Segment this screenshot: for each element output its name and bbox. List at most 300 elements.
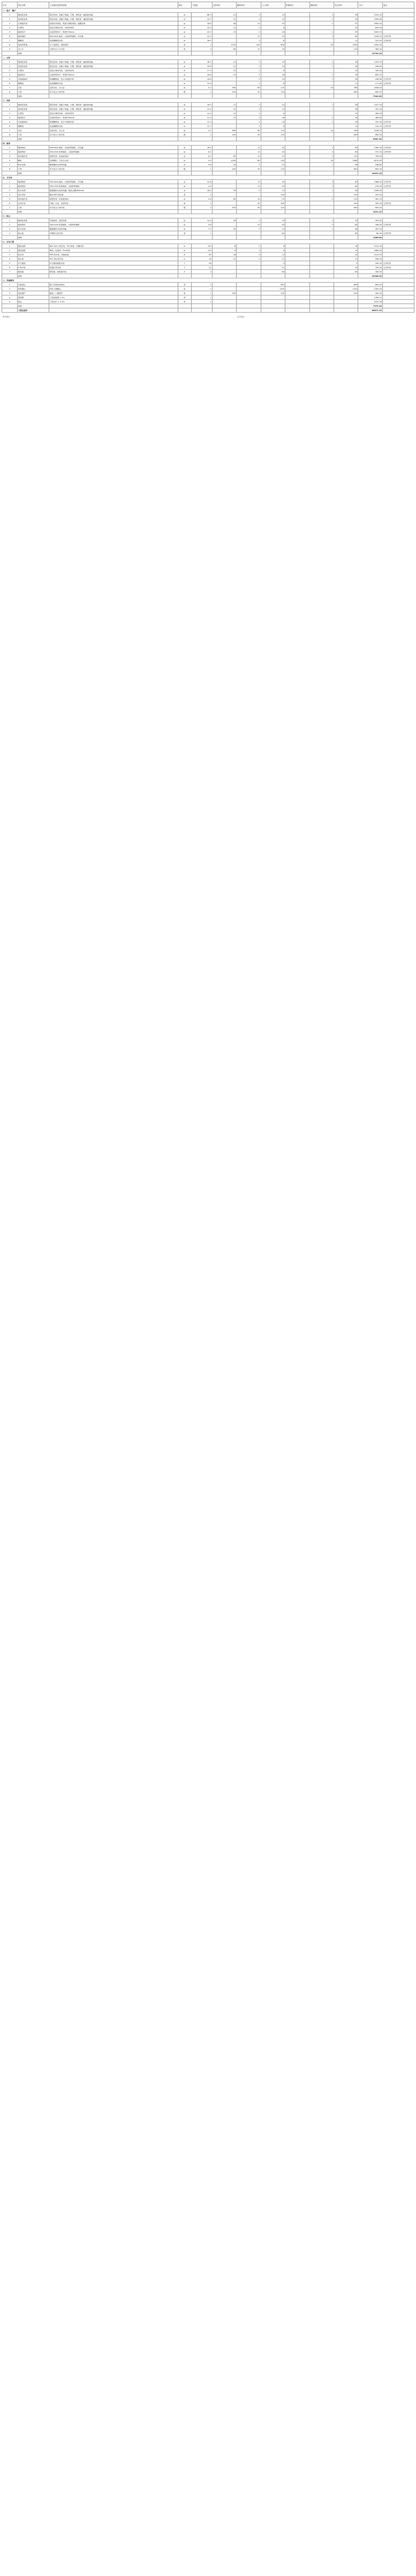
table-cell: 主材甲供 (382, 39, 414, 43)
table-cell: 墙面乳胶漆 (17, 13, 49, 17)
table-cell: 1368.00 (358, 180, 382, 184)
table-cell: 排水管 (17, 257, 49, 261)
table-cell: 34 (334, 253, 358, 257)
table-cell: 20 (261, 120, 285, 124)
table-cell: 500.00 (358, 291, 382, 296)
table-cell: 600.00 (358, 133, 382, 137)
table-cell (285, 81, 309, 86)
table-cell: 门套 (17, 90, 49, 94)
table-cell: 276.00 (358, 184, 382, 188)
table-cell: 5 (2, 120, 18, 124)
table-cell: 42.3 (191, 17, 212, 21)
table-cell: 32 (334, 218, 358, 223)
table-cell: 10 (261, 107, 285, 111)
table-cell: 主材甲供 (382, 124, 414, 128)
table-cell (382, 253, 414, 257)
table-cell (212, 171, 236, 176)
table-cell (2, 308, 18, 313)
table-cell: 120 (261, 86, 285, 90)
table-cell: ㎡ (178, 107, 191, 111)
table-cell (382, 13, 414, 17)
table-cell: 12 (237, 21, 261, 26)
table-cell: 10 (237, 197, 261, 201)
table-cell: m (178, 26, 191, 30)
table-cell (237, 308, 261, 313)
table-cell: 3198.00 (358, 128, 382, 133)
table-cell: 水泥砂浆找平，厚度约30mm (49, 73, 178, 77)
table-cell: 65 (191, 253, 212, 257)
table-cell: 100.00 (358, 193, 382, 197)
table-cell (49, 94, 178, 99)
table-cell: 372.00 (358, 150, 382, 154)
table-cell: ㎡ (178, 218, 191, 223)
table-cell (237, 270, 261, 274)
table-cell: 5 (237, 116, 261, 120)
table-cell: ㎡ (178, 86, 191, 90)
section-title-row (2, 240, 414, 244)
table-cell: 基层处理，刮腻子两遍，打磨，刷底漆一遍面漆两遍 (49, 64, 178, 69)
table-cell: 1649.70 (358, 30, 382, 34)
table-row (2, 133, 414, 137)
column-header: 辅材单价 (237, 2, 261, 9)
table-cell (285, 257, 309, 261)
table-cell: 6 (2, 124, 18, 128)
table-cell: 15 (261, 266, 285, 270)
table-cell: 小计 (17, 94, 49, 99)
table-cell: 80 (334, 231, 358, 236)
column-header: 综合单价 (334, 2, 358, 9)
table-cell: 1 (191, 193, 212, 197)
table-cell (285, 116, 309, 120)
table-cell: 1 (2, 13, 18, 17)
table-cell: 39 (334, 30, 358, 34)
table-cell (2, 171, 18, 176)
table-cell (382, 154, 414, 158)
table-cell: 1804.20 (358, 21, 382, 26)
column-header: 备注 (382, 2, 414, 9)
table-cell (285, 60, 309, 64)
table-cell: 1 (191, 167, 212, 171)
table-cell (212, 304, 236, 308)
table-cell: 12 (237, 34, 261, 39)
table-cell: 1 (309, 60, 334, 64)
table-cell: 26 (334, 17, 358, 21)
table-cell (309, 47, 334, 51)
table-cell: 5 (237, 120, 261, 124)
table-cell: 3 (2, 21, 18, 26)
table-cell (309, 39, 334, 43)
table-row (2, 180, 414, 184)
table-cell (382, 287, 414, 291)
table-cell: 31 (334, 257, 358, 261)
table-cell: 4.5 (191, 158, 212, 163)
table-cell: 1200.00 (358, 287, 382, 291)
table-cell: 50 (309, 43, 334, 47)
table-cell: 600 (334, 90, 358, 94)
table-cell: 160.00 (358, 270, 382, 274)
table-cell: 橱柜 (17, 158, 49, 163)
table-cell: ㎡ (178, 73, 191, 77)
table-cell (212, 283, 236, 287)
table-cell (285, 17, 309, 21)
table-cell: ㎡ (178, 163, 191, 167)
table-cell: 强电线路 (17, 244, 49, 248)
table-cell (309, 137, 334, 141)
table-cell (285, 77, 309, 81)
table-cell: 1 (309, 30, 334, 34)
table-cell: 60 (334, 150, 358, 154)
table-cell: 1 (309, 218, 334, 223)
table-cell: 材料搬运 (17, 287, 49, 291)
table-cell: 4.6 (191, 197, 212, 201)
table-cell (191, 308, 212, 313)
table-cell: 2 (2, 287, 18, 291)
section-title: 六、阳台 (2, 214, 414, 218)
table-cell: 12 (212, 17, 236, 21)
table-cell (382, 210, 414, 214)
table-row (2, 300, 414, 304)
table-cell: 1 (191, 231, 212, 236)
table-cell: 轻钢龙骨，铝扣板饰面 (49, 154, 178, 158)
table-cell: 项 (178, 287, 191, 291)
table-cell: 石膏线 (17, 69, 49, 73)
table-cell: 20 (334, 111, 358, 116)
table-row (2, 291, 414, 296)
table-cell: 轻钢龙骨，铝扣板饰面 (49, 197, 178, 201)
table-cell: 12 (237, 180, 261, 184)
table-cell (309, 248, 334, 253)
table-cell (309, 253, 334, 257)
table-cell (285, 43, 309, 47)
table-cell (285, 253, 309, 257)
table-cell (237, 51, 261, 56)
table-cell (212, 94, 236, 99)
table-cell: 铝扣板吊顶 (17, 154, 49, 158)
table-cell: 56 (334, 163, 358, 167)
table-cell: 1 (309, 64, 334, 69)
table-cell: 套 (178, 201, 191, 206)
table-cell (309, 26, 334, 30)
table-cell: ㎡ (178, 13, 191, 17)
table-cell: 500 (334, 291, 358, 296)
table-row (2, 218, 414, 223)
table-cell (382, 107, 414, 111)
table-cell: 1 (309, 73, 334, 77)
table-cell: 项 (178, 193, 191, 197)
table-row (2, 296, 414, 300)
table-cell (285, 266, 309, 270)
table-row (2, 231, 414, 236)
table-cell: 主材甲供 (382, 150, 414, 154)
table-row (2, 158, 414, 163)
table-cell (237, 193, 261, 197)
table-cell: 10348.00 (358, 274, 382, 278)
table-cell: 1027.00 (358, 103, 382, 107)
table-row (2, 26, 414, 30)
section-title-row (2, 56, 414, 60)
table-cell: 1099.80 (358, 17, 382, 21)
table-cell: 122 (334, 154, 358, 158)
table-cell (212, 120, 236, 124)
table-cell: 600 (334, 167, 358, 171)
column-header: 项目名称 (17, 2, 49, 9)
table-cell: 成品踢脚线安装 (49, 39, 178, 43)
table-cell: ㎡ (178, 34, 191, 39)
table-cell (285, 296, 309, 300)
section-title-row (2, 141, 414, 146)
table-cell (382, 60, 414, 64)
table-cell (285, 137, 309, 141)
table-cell: 15 (212, 73, 236, 77)
table-cell: m (178, 253, 191, 257)
table-cell: 290.00 (358, 261, 382, 266)
table-cell: 小计 (17, 51, 49, 56)
table-cell: 5 (2, 261, 18, 266)
table-row (2, 124, 414, 128)
table-cell (212, 270, 236, 274)
table-cell (382, 257, 414, 261)
subtotal-row (2, 137, 414, 141)
table-cell: 171.60 (358, 81, 382, 86)
table-cell (382, 193, 414, 197)
table-cell: 45 (261, 34, 285, 39)
table-cell: 墙面乳胶漆 (17, 103, 49, 107)
table-cell: 门套 (17, 167, 49, 171)
table-cell: 800 (334, 283, 358, 287)
table-cell: 3 (2, 253, 18, 257)
table-cell (212, 77, 236, 81)
table-cell: 2 (237, 26, 261, 30)
table-cell: 3 (237, 107, 261, 111)
table-cell: 4 (2, 26, 18, 30)
table-cell: 35 (212, 188, 236, 193)
table-cell (261, 236, 285, 240)
table-cell: ㎡ (178, 154, 191, 158)
table-cell (237, 287, 261, 291)
table-cell: 5 (2, 30, 18, 34)
table-cell: 顶面乳胶漆 (17, 64, 49, 69)
table-cell: 4 (2, 231, 18, 236)
table-cell: ㎡ (178, 77, 191, 81)
table-cell (212, 193, 236, 197)
table-cell: 1 (191, 283, 212, 287)
table-cell: 1 (2, 283, 18, 287)
table-row (2, 103, 414, 107)
table-cell: 18 (191, 257, 212, 261)
table-cell: 8 (2, 133, 18, 137)
table-cell: 2 (309, 197, 334, 201)
table-cell (237, 291, 261, 296)
table-cell: 管理费 (17, 296, 49, 300)
table-cell: 558.00 (358, 257, 382, 261)
column-header: 合计 (358, 2, 382, 9)
table-row (2, 43, 414, 47)
table-cell (49, 236, 178, 240)
table-cell: 1253.20 (358, 60, 382, 64)
table-cell (261, 210, 285, 214)
table-cell: 39 (334, 116, 358, 120)
table-cell: 348.00 (358, 223, 382, 227)
table-cell: 12.4 (191, 107, 212, 111)
table-cell (285, 21, 309, 26)
table-cell: 石膏线 (17, 26, 49, 30)
table-cell: 12 (237, 223, 261, 227)
table-cell: 3 (237, 103, 261, 107)
table-cell: 防水处理 (17, 188, 49, 193)
table-cell (285, 39, 309, 43)
table-cell: 定制橱柜，石英石台面 (49, 158, 178, 163)
table-cell: 42.3 (191, 30, 212, 34)
table-cell: 踢脚线 (17, 124, 49, 128)
table-cell: 12.4 (191, 120, 212, 124)
table-cell: 150 (261, 158, 285, 163)
table-cell (382, 188, 414, 193)
table-cell: 成品石膏线安装，含粘结材料 (49, 111, 178, 116)
table-cell (309, 261, 334, 266)
table-cell (212, 124, 236, 128)
subtotal-row (2, 210, 414, 214)
table-cell: 9.8 (191, 163, 212, 167)
table-cell: 个 (178, 266, 191, 270)
table-cell: 5 (261, 261, 285, 266)
table-cell (178, 236, 191, 240)
table-cell: 7 (2, 39, 18, 43)
table-cell: 45 (261, 150, 285, 154)
table-cell: 基层处理，刮腻子两遍，打磨，刷底漆一遍面漆两遍 (49, 107, 178, 111)
section-title: 八、其他费用 (2, 278, 414, 283)
table-cell (309, 193, 334, 197)
table-row (2, 184, 414, 188)
table-cell: 3 (237, 13, 261, 17)
column-header: 序号 (2, 2, 18, 9)
table-cell: 780 (334, 128, 358, 133)
table-cell: 60 (334, 146, 358, 150)
table-cell (382, 218, 414, 223)
table-cell (178, 210, 191, 214)
table-cell: 5.2 (191, 86, 212, 90)
table-cell (212, 81, 236, 86)
table-header-row (2, 2, 414, 9)
table-cell (285, 111, 309, 116)
table-row (2, 77, 414, 81)
table-cell (285, 154, 309, 158)
table-cell (49, 51, 178, 56)
table-cell (309, 308, 334, 313)
table-cell: 4 (237, 257, 261, 261)
table-cell (285, 248, 309, 253)
table-cell: 14 (334, 248, 358, 253)
table-cell: 42.3 (191, 34, 212, 39)
table-cell: 主材甲供 (382, 223, 414, 227)
table-row (2, 120, 414, 124)
table-cell (261, 300, 285, 304)
table-cell: 26 (334, 60, 358, 64)
table-cell (261, 137, 285, 141)
table-cell: 4291.20 (358, 210, 382, 214)
table-cell: 实木复合门套安装 (49, 206, 178, 210)
table-cell: 30 (237, 133, 261, 137)
table-cell: 防潮膜铺设，复合木地板安装 (49, 77, 178, 81)
table-cell: 主材甲供 (382, 266, 414, 270)
table-row (2, 47, 414, 51)
table-cell: 地面瓷砖 (17, 150, 49, 154)
table-cell: 561.20 (358, 197, 382, 201)
table-cell: 450 (212, 206, 236, 210)
table-cell: 墙面乳胶漆 (17, 218, 49, 223)
table-cell: 3 (2, 188, 18, 193)
table-cell: 56 (334, 188, 358, 193)
section-title: 七、水电工程 (2, 240, 414, 244)
table-cell: 7279.95 (358, 304, 382, 308)
table-cell: 主材甲供 (382, 180, 414, 184)
table-cell: 主材甲供 (382, 81, 414, 86)
table-cell (382, 304, 414, 308)
table-cell: 晾衣架 (17, 231, 49, 236)
table-cell: 聚氨酯防水涂料两遍 (49, 163, 178, 167)
table-cell (237, 137, 261, 141)
table-cell: 2 (2, 64, 18, 69)
table-cell: 600 (334, 133, 358, 137)
table-cell: 水泥砂浆找平，厚度约30mm (49, 30, 178, 34)
table-cell (178, 94, 191, 99)
table-cell: 580 (212, 128, 236, 133)
table-cell (382, 30, 414, 34)
table-cell: 5 (2, 300, 18, 304)
table-cell (285, 94, 309, 99)
table-cell (309, 257, 334, 261)
table-cell: 200 (237, 43, 261, 47)
table-cell: 16.8 (191, 73, 212, 77)
table-cell (285, 287, 309, 291)
table-row (2, 287, 414, 291)
column-header: 机械单价 (285, 2, 309, 9)
table-cell: m (178, 69, 191, 73)
table-cell: 1 (2, 180, 18, 184)
table-cell: 16.8 (191, 64, 212, 69)
table-cell: 580 (212, 86, 236, 90)
table-cell: 过门石 (17, 47, 49, 51)
table-cell: ㎡ (178, 184, 191, 188)
table-cell: 10 (261, 13, 285, 17)
table-cell: 樘 (178, 167, 191, 171)
table-cell (212, 308, 236, 313)
table-cell: m (178, 124, 191, 128)
table-cell: 6.2 (191, 150, 212, 154)
table-cell: 6 (2, 201, 18, 206)
table-cell: 个 (178, 270, 191, 274)
table-cell (382, 128, 414, 133)
table-row (2, 73, 414, 77)
table-row (2, 253, 414, 257)
table-cell: 木工板基层，饰面造型 (49, 43, 178, 47)
table-cell: m (178, 39, 191, 43)
table-cell: ㎡ (178, 116, 191, 120)
table-cell: 18 (261, 73, 285, 77)
table-cell: 11 (334, 81, 358, 86)
table-cell: 284.00 (358, 111, 382, 116)
table-cell (285, 184, 309, 188)
table-cell: 2 (309, 154, 334, 158)
table-cell (382, 103, 414, 107)
table-cell (334, 94, 358, 99)
table-cell (285, 180, 309, 184)
table-cell: 墙面瓷砖 (17, 146, 49, 150)
table-cell (382, 43, 414, 47)
table-cell: 1 (309, 17, 334, 21)
table-row (2, 270, 414, 274)
table-cell: 322.40 (358, 120, 382, 124)
table-cell: 3 (237, 124, 261, 128)
